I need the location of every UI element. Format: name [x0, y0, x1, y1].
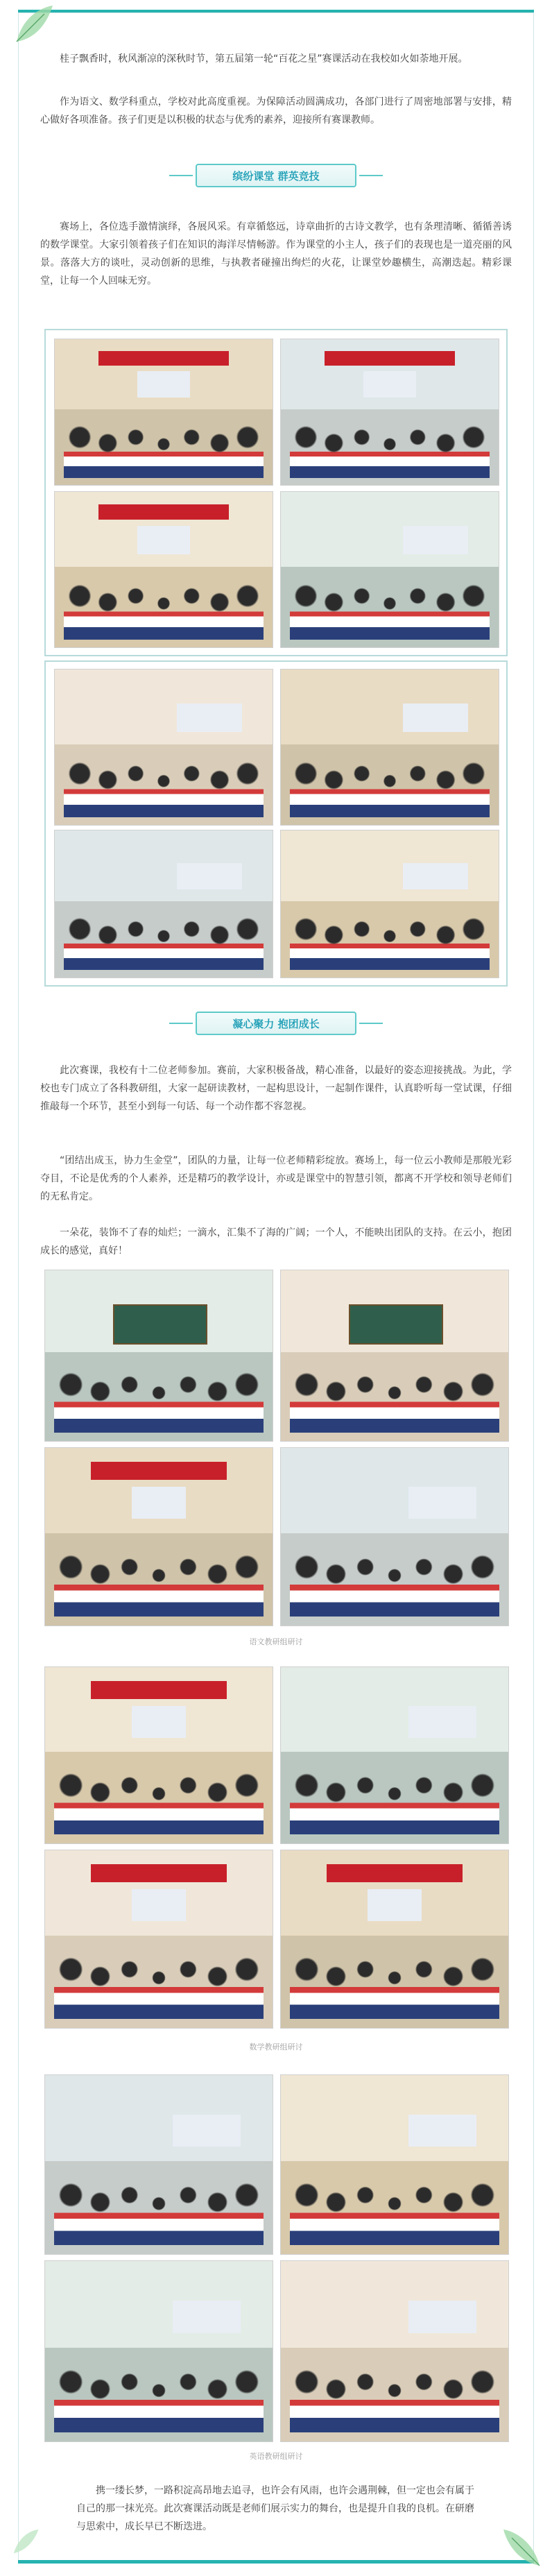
classroom-photo	[280, 1270, 509, 1442]
photo-caption-2: 数学教研组研讨	[249, 2042, 303, 2052]
section2-paragraph-1: 此次赛课，我校有十二位老师参加。赛前，大家积极备战，精心准备，以最好的姿态迎接挑战。为此，学校也专门成立了各科教研组，大家一起研读教材，一起构思设计，一起制作课件，认真聆听每一堂试课，仔细推敲每一个环节，甚至小到每一句话、每一个动作都不容忽视。	[40, 1065, 512, 1112]
classroom-photo	[280, 491, 499, 648]
classroom-photo	[280, 669, 499, 826]
classroom-photo	[44, 1666, 273, 1844]
section2-paragraph-2: “团结出成玉，协力生金堂”，团队的力量，让每一位老师精彩绽放。赛场上，每一位云小教师是那般光彩夺目，不论是优秀的个人素养，还是精巧的教学设计，亦或是课堂中的智慧引领，都离不开学校和领导老师们的无私肯定。	[40, 1155, 512, 1202]
classroom-photo	[280, 339, 499, 486]
section1-body: 赛场上，各位选手激情演绎，各展风采。有章循悠远，诗章曲折的古诗文教学，也有条理清晰、循循善诱的数学课堂。大家引领着孩子们在知识的海洋尽情畅游。作为课堂的小主人，孩子们的表现也是一道亮丽的风景。落落大方的谈吐，灵动创新的思维，与执教者碰撞出绚烂的火花，让课堂妙趣横生，高潮迭起。精彩课堂，让每一个人回味无穷。	[40, 221, 512, 287]
classroom-photo	[280, 1447, 509, 1626]
classroom-photo	[280, 2074, 509, 2255]
classroom-photo	[54, 669, 273, 826]
classroom-photo	[280, 2260, 509, 2442]
leaf-decoration-icon	[498, 2523, 546, 2571]
section2-paragraph-3: 一朵花，装饰不了春的灿烂；一滴水，汇集不了海的广阔；一个人，不能映出团队的支持。在云小，抱团成长的感觉，真好！	[40, 1227, 512, 1256]
section-title-1: 缤纷课堂 群英竞技	[196, 164, 356, 187]
section-title-2: 凝心聚力 抱团成长	[196, 1012, 356, 1035]
closing-paragraph: 携一缕长梦，一路积淀高昂地去追寻，也许会有风雨，也许会遇荆棘，但一定也会有属于自己的那一抹光亮。此次赛课活动既是老师们展示实力的舞台，也是提升自我的良机。在研磨与思索中，成长早已不断迭进。	[76, 2485, 474, 2532]
leaf-decoration-icon	[10, 0, 58, 49]
classroom-photo	[280, 830, 499, 978]
classroom-photo	[280, 1850, 509, 2029]
classroom-photo	[54, 339, 273, 486]
leaf-decoration-icon	[10, 2523, 44, 2557]
classroom-photo	[44, 2260, 273, 2442]
classroom-photo	[54, 491, 273, 648]
photo-caption-1: 语文教研组研讨	[249, 1637, 303, 1646]
intro-paragraph-2: 作为语文、数学科重点，学校对此高度重视。为保障活动圆满成功，各部门进行了周密地部署与安排，精心做好各项准备。孩子们更是以积极的状态与优秀的素养，迎接所有赛课教师。	[40, 96, 512, 126]
classroom-photo	[54, 830, 273, 978]
classroom-photo	[44, 2074, 273, 2255]
classroom-photo	[280, 1666, 509, 1844]
classroom-photo	[44, 1447, 273, 1626]
frame-bottom-border	[18, 2560, 534, 2564]
intro-paragraph-1: 桂子飘香时，秋风渐凉的深秋时节，第五届第一轮“百花之星”赛课活动在我校如火如荼地开展。	[60, 53, 468, 65]
photo-caption-3: 英语教研组研讨	[249, 2452, 303, 2461]
classroom-photo	[44, 1270, 273, 1442]
classroom-photo	[44, 1850, 273, 2029]
